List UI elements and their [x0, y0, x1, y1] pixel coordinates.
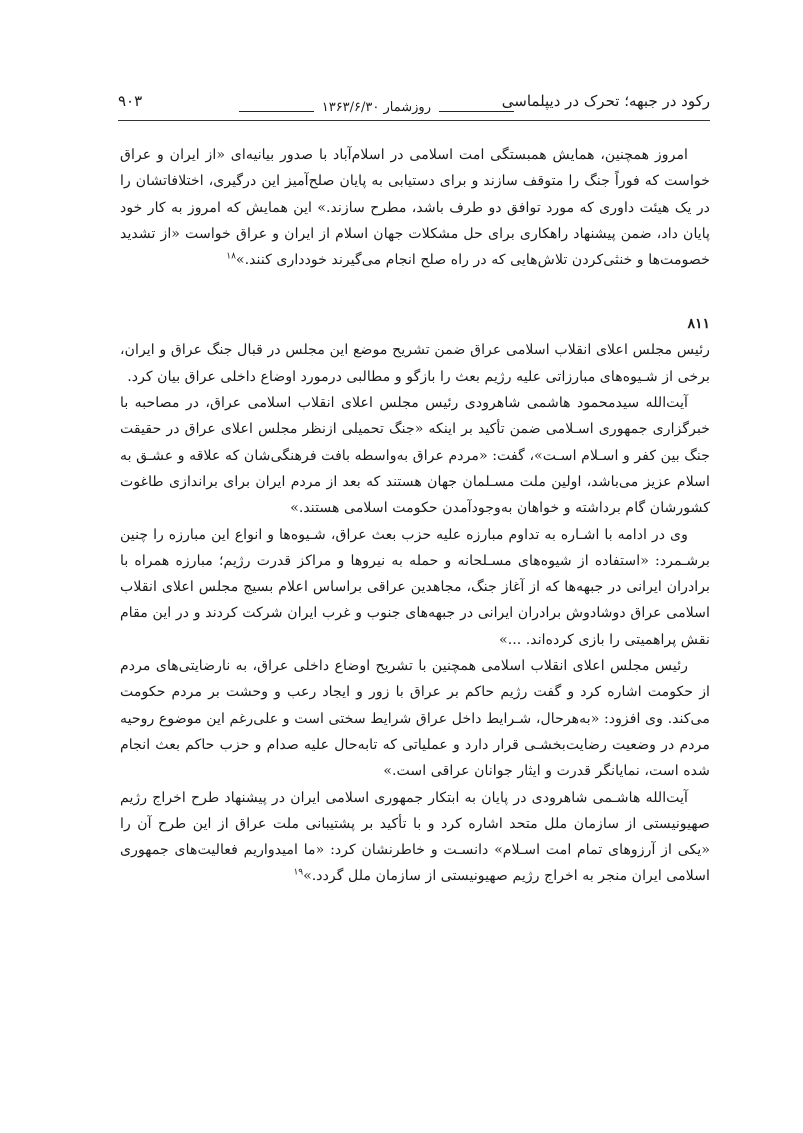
entry-paragraph-1: آیت‌الله سیدمحمود هاشمی شاهرودی رئیس مجلس اعلای انقلاب اسلامی عراق، در مصاحبه با خبرگزاری جمهوری اسـلامی ضمن تأکید بر اینکه «جنگ تحمیلی ازنظر مجلس اعلای عراق در حقیقت جنگ بین کفر و اسـلام اسـت»، گفت: «مردم عراق به‌واسطه بافت فرهنگی‌شان که علاقه و عشـق به اسلام عزیز می‌باشد، اولین ملت مسـلمان جهان هستند که بعد از مردم ایران برای براندازی طاغوت کشورشان گام برداشته و خواهان به‌وجودآمدن حکومت اسلامی هستند.»	[120, 395, 710, 517]
diary-date: روزشمار ۱۳۶۳/۶/۳۰	[321, 100, 431, 115]
page-header	[118, 88, 710, 118]
date-line	[239, 100, 514, 115]
date-rule-right	[439, 111, 514, 112]
header-divider	[118, 120, 710, 121]
entry-paragraph-3: رئیس مجلس اعلای انقلاب اسلامی همچنین با تشریح اوضاع داخلی عراق، به نارضایتی‌های مردم از حکومت اشاره کرد و گفت رژیم حاکم بر عراق با زور و ایجاد رعب و وحشت بر مردم حکومت می‌کند. وی افزود: «به‌هرحال، شـرایط داخل عراق شرایط سختی است و علی‌رغم این موضوع روحیه مردم در وضعیت رضایت‌بخشـی قرار دارد و عملیاتی که تابه‌حال علیه صدام و حزب حاکم بعث انجام شده است، نمایانگر قدرت و ایثار جوانان عراقی است.»	[120, 658, 710, 780]
date-rule-left	[239, 111, 314, 112]
entry-paragraph-2: وی در ادامه با اشـاره به تداوم مبارزه علیه حزب بعث عراق، شـیوه‌ها و انواع این مبارزه را چنین برشـمرد: «استفاده از شیوه‌های مسـلحانه و حمله به نیروها و مراکز قدرت رژیم؛ مبارزه همراه با برادران ایرانی در جبهه‌ها که از آغاز جنگ، مجاهدین عراقی براساس اعلام بسیج مجلس اعلای انقلاب اسلامی عراق دوشادوش برادران ایرانی در جبهه‌های جنوب و غرب ایران شرکت کردند و در این مقام نقش پراهمیتی را بازی کرده‌اند. ...»	[120, 526, 710, 648]
page-number: ۹۰۳	[118, 92, 143, 110]
entry-number: ۸۱۱	[687, 316, 710, 333]
entry-summary: رئیس مجلس اعلای انقلاب اسلامی عراق ضمن تشریح موضع این مجلس در قبال جنگ عراق و ایران، برخی از شـیوه‌های مبارزاتی علیه رژیم بعث را بازگو و مطالبی درمورد اوضاع داخلی عراق بیان کرد.	[120, 342, 710, 385]
footnote-ref-19: ۱۹	[293, 867, 304, 878]
page-body	[120, 142, 710, 890]
running-title: رکود در جبهه؛ تحرک در دیپلماسی	[501, 92, 710, 110]
intro-paragraph: امروز همچنین، همایش همبستگی امت اسلامی در اسلام‌آباد با صدور بیانیه‌ای «از ایران و عراق خواست که فوراً جنگ را متوقف سازند و برای دستیابی به پایان صلح‌آمیز این درگیری، اختلافاتشان را در یک هیئت داوری که مورد توافق دو طرف باشد، مطرح سازند.» این همایش که امروز به کار خود پایان داد، ضمن پیشنهاد راهکاری برای حل مشکلات جهان اسلام از ایران و عراق خواست «از تشدید خصومت‌ها و خنثی‌کردن تلاش‌هایی که در راه صلح انجام می‌گیرند خودداری کنند.»$^{۱۸}$	[120, 147, 710, 269]
entry-paragraph-4: آیت‌الله هاشـمی شاهرودی در پایان به ابتکار جمهوری اسلامی ایران در پیشنهاد طرح اخراج رژیم صهیونیستی از سازمان ملل متحد اشاره کرد و با تأکید بر پشتیبانی ملت عراق از این طرح آن را «یکی از آرزوهای تمام امت اسـلام» دانسـت و خاطرنشان کرد: «ما امیدواریم فعالیت‌های جمهوری اسلامی ایران منجر به اخراج رژیم صهیونیستی از سازمان ملل گردد.»$^{۱۹}$	[120, 789, 710, 885]
footnote-ref-18: ۱۸	[226, 251, 236, 262]
